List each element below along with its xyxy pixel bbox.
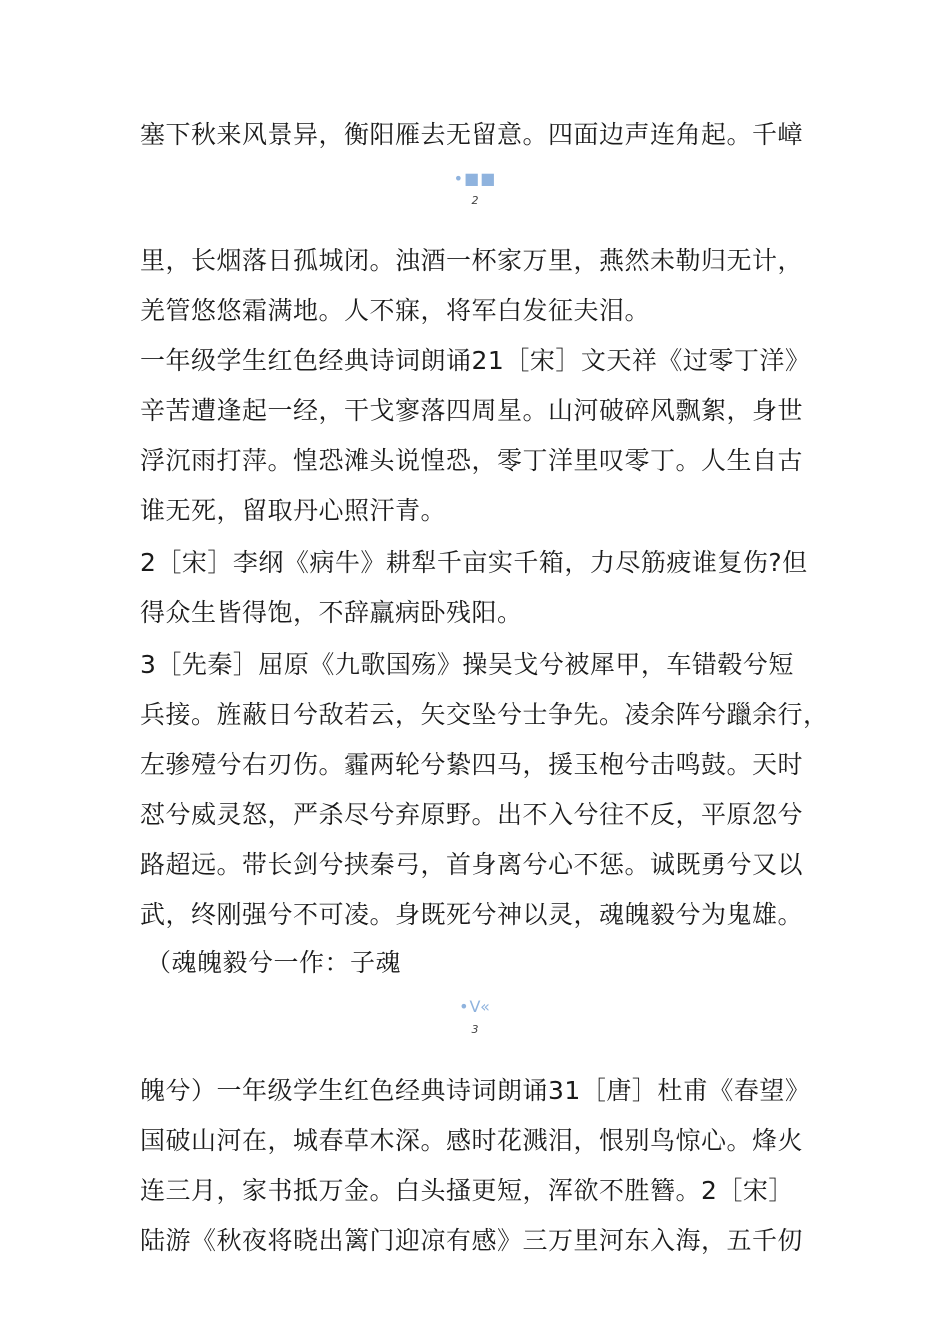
text-line: 怼兮威灵怒，严杀尽兮弃原野。出不入兮往不反，平原忽兮 [140, 800, 804, 829]
text-line: 一年级学生红色经典诗词朗诵21［宋］文天祥《过零丁洋》 [140, 346, 811, 375]
text-line: 塞下秋来风景异，衡阳雁去无留意。四面边声连角起。千嶂 [140, 120, 804, 149]
text-line: 兵接。旌蔽日兮敌若云，矢交坠兮士争先。凌余阵兮躐余行， [140, 700, 829, 729]
page-break-mark: •■■ [453, 169, 497, 188]
text-line: 得众生皆得饱，不辞羸病卧残阳。 [140, 598, 523, 627]
text-line: 武，终刚强兮不可凌。身既死兮神以灵，魂魄毅兮为鬼雄。 [140, 900, 804, 929]
text-line: 路超远。带长剑兮挟秦弓，首身离兮心不惩。诚既勇兮又以 [140, 850, 804, 879]
text-line: 2［宋］李纲《病牛》耕犁千亩实千箱，力尽筋疲谁复伤?但 [140, 548, 808, 577]
text-line: 左骖殪兮右刃伤。霾两轮兮絷四马，援玉枹兮击鸣鼓。天时 [140, 750, 804, 779]
page-number: 3 [471, 1023, 479, 1036]
text-line: 陆游《秋夜将晓出篱门迎凉有感》三万里河东入海，五千仞 [140, 1226, 804, 1255]
text-line: 羌管悠悠霜满地。人不寐，将军白发征夫泪。 [140, 296, 651, 325]
text-line: 谁无死，留取丹心照汗青。 [140, 496, 447, 525]
text-line: 国破山河在，城春草木深。感时花溅泪，恨别鸟惊心。烽火 [140, 1126, 804, 1155]
text-line: 连三月，家书抵万金。白头搔更短，浑欲不胜簪。2［宋］ [140, 1176, 794, 1205]
text-line: 里，长烟落日孤城闭。浊酒一杯家万里，燕然未勒归无计， [140, 246, 804, 275]
page-break-mark: •V« [459, 997, 491, 1016]
text-line: 辛苦遭逢起一经，干戈寥落四周星。山河破碎风飘絮，身世 [140, 396, 804, 425]
text-line: 魄兮）一年级学生红色经典诗词朗诵31［唐］杜甫《春望》 [140, 1076, 811, 1105]
text-line: 3［先秦］屈原《九歌国殇》操吴戈兮被犀甲，车错毂兮短 [140, 650, 794, 679]
text-line: 浮沉雨打萍。惶恐滩头说惶恐，零丁洋里叹零丁。人生自古 [140, 446, 804, 475]
page-number: 2 [471, 194, 479, 207]
text-line: （魂魄毅兮一作：子魂 [146, 948, 402, 977]
